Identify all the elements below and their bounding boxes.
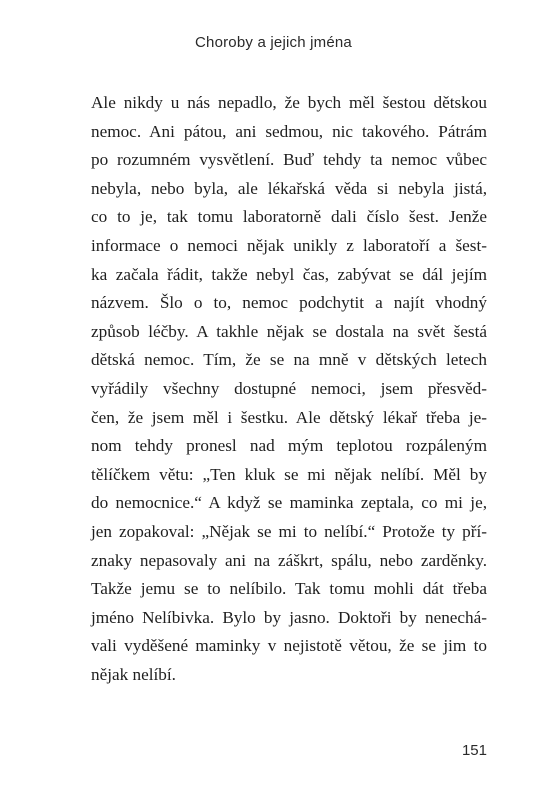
text-line: tělíčkem větu: „Ten kluk se mi nějak nelíbí. Měl by <box>91 464 487 484</box>
text-line: co to je, tak tomu laboratorně dali číslo šest. Jenže <box>91 207 487 227</box>
text-line: vali vyděšené maminky v nejistotě větou, že se jim to <box>91 636 487 656</box>
text-line: názvem. Šlo o to, nemoc podchytit a najít vhodný <box>91 293 487 313</box>
text-line: vyřádily všechny dostupné nemoci, jsem přesvěd- <box>91 378 487 398</box>
text-line: nemoc. Ani pátou, ani sedmou, nic takového. Pátrám <box>91 121 487 141</box>
body-paragraph <box>91 89 487 689</box>
running-head-title: Choroby a jejich jména <box>195 34 352 51</box>
text-line: čen, že jsem měl i šestku. Ale dětský lékař třeba je- <box>91 407 487 427</box>
text-line: Takže jemu se to nelíbilo. Tak tomu mohli dát třeba <box>91 579 487 599</box>
text-line: nebyla, nebo byla, ale lékařská věda si nebyla jistá, <box>91 178 487 198</box>
page-number: 151 <box>461 742 487 759</box>
text-line: znaky nepasovaly ani na záškrt, spálu, nebo zarděnky. <box>91 550 487 570</box>
text-line: informace o nemoci nějak unikly z laboratoří a šest- <box>91 235 487 255</box>
text-line: dětská nemoc. Tím, že se na mně v dětských letech <box>91 350 487 370</box>
text-line: nom tehdy pronesl nad mým teplotou rozpáleným <box>91 436 487 456</box>
text-line: Ale nikdy u nás nepadlo, že bych měl šestou dětskou <box>91 93 487 112</box>
text-line: po rozumném vysvětlení. Buď tehdy ta nemoc vůbec <box>91 150 487 170</box>
text-line: způsob léčby. A takhle nějak se dostala na svět šestá <box>91 321 487 341</box>
text-line: jen zopakoval: „Nějak se mi to nelíbí.“ Protože ty pří- <box>91 521 487 541</box>
text-line-last: nějak nelíbí. <box>91 664 176 684</box>
text-line: jméno Nelíbivka. Bylo by jasno. Doktoři by nenechá- <box>91 607 487 627</box>
text-line: ka začala řádit, takže nebyl čas, zabývat se dál jejím <box>91 264 487 284</box>
text-line: do nemocnice.“ A když se maminka zeptala, co mi je, <box>91 493 487 513</box>
